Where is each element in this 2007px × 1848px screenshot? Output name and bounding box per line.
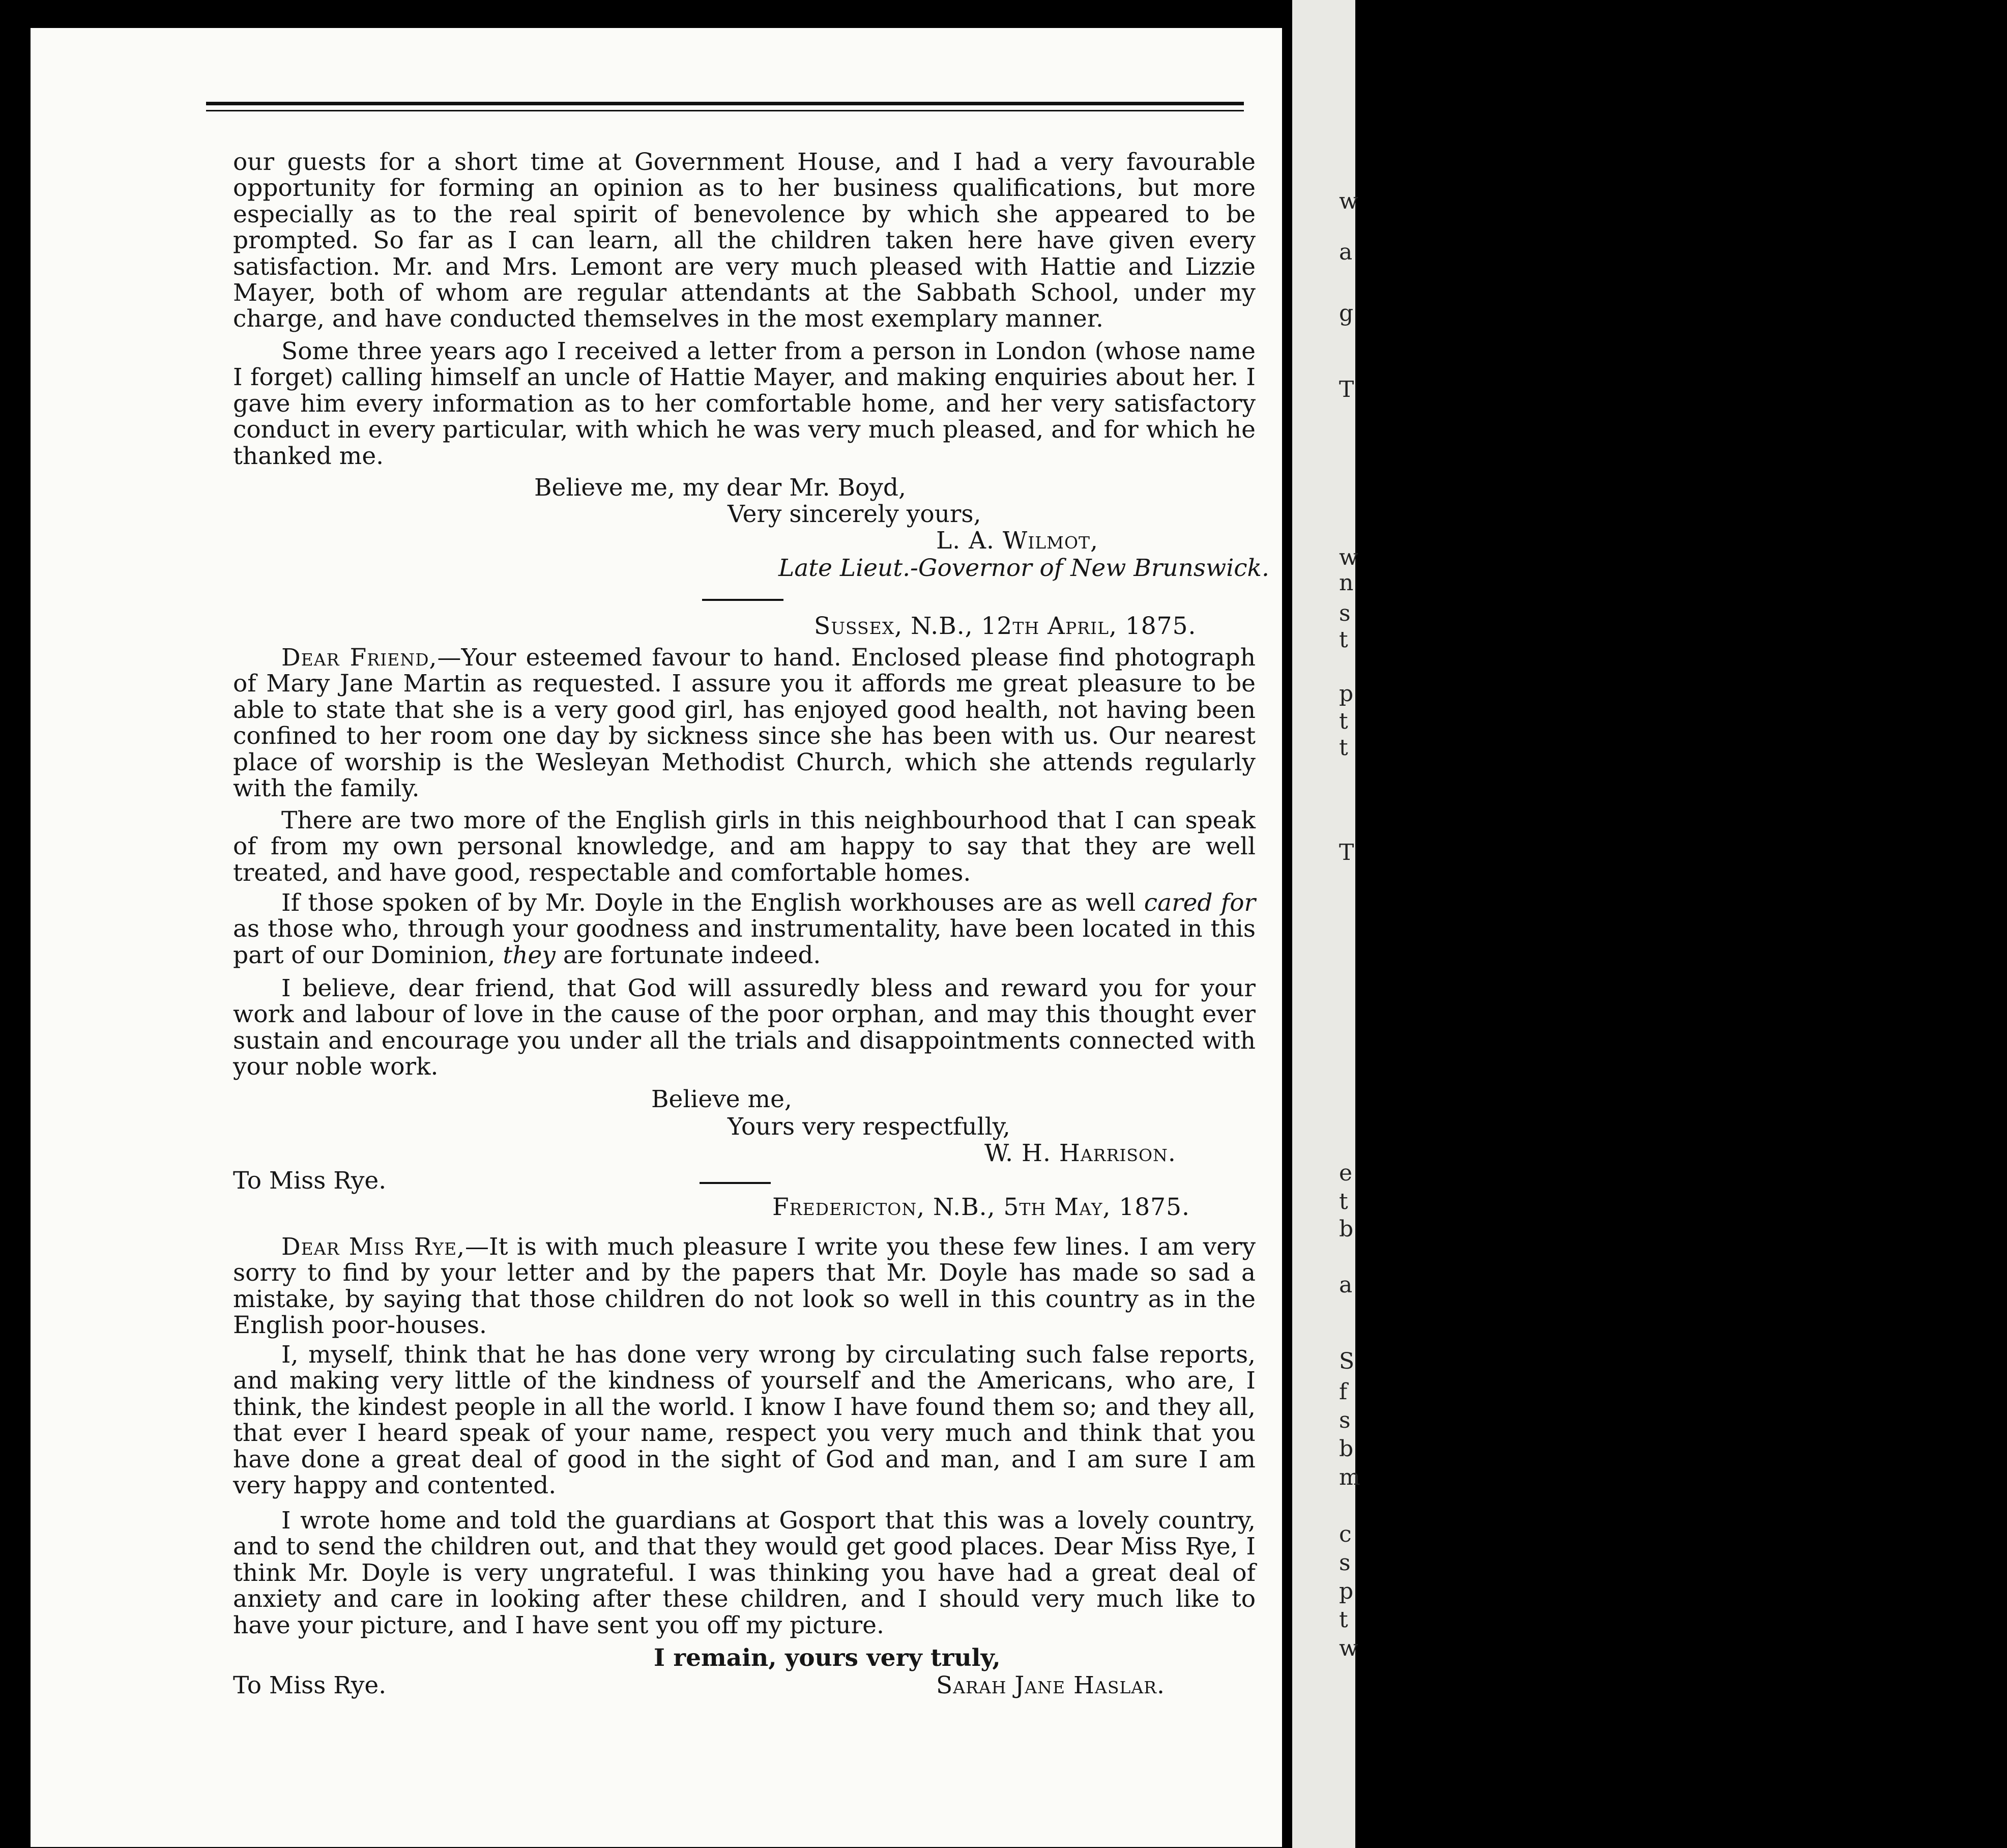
- margin-fragment: t: [1339, 1607, 1348, 1633]
- letter3-addressee: To Miss Rye.: [233, 1671, 387, 1699]
- letter2-closing-1: Believe me,: [651, 1085, 792, 1113]
- margin-fragment: m: [1339, 1464, 1360, 1490]
- letter1-paragraph-2: Some three years ago I received a letter from a person in London (whose name I forget) calling himself an uncle of Hattie Mayer, and making enquiries about her. I gave him every information as to her comfortable home, and her very satisfactory conduct in every particular, with which he was very much pleased, and for which he thanked me.: [233, 337, 1256, 470]
- letter2-addressee: To Miss Rye.: [233, 1167, 387, 1195]
- letter1-closing-2: Very sincerely yours,: [728, 500, 981, 528]
- margin-fragment: c: [1339, 1521, 1352, 1547]
- margin-fragment: n: [1339, 570, 1354, 596]
- margin-fragment: t: [1339, 735, 1348, 761]
- letter3-dateline: Fredericton, N.B., 5th May, 1875.: [772, 1193, 1190, 1221]
- margin-fragment: T: [1339, 840, 1354, 865]
- margin-fragment: b: [1339, 1436, 1354, 1462]
- letter2-dateline: Sussex, N.B., 12th April, 1875.: [814, 612, 1197, 640]
- margin-fragment: w: [1339, 188, 1358, 214]
- letter2-signature: W. H. Harrison.: [984, 1139, 1176, 1167]
- letter2-p3-part-c: as those who, through your goodness and instrumentality, have been located in this part of our Dominion,: [233, 915, 1256, 969]
- margin-fragment: w: [1339, 1635, 1358, 1661]
- letter3-paragraph-2: I, myself, think that he has done very wrong by circulating such false reports, and making very little of the kindness of yourself and the Americans, who are, I think, the kindest people in all the world. I know I have found them so; and they all, that ever I heard speak of your name, respect you very much and think that you have done a great deal of good in the sight of God and man, and I am sure I am very happy and contented.: [233, 1341, 1256, 1500]
- letter2-p3-emphasis-cared-for: cared for: [1144, 889, 1256, 917]
- letter3-signature: Sarah Jane Haslar.: [936, 1671, 1165, 1699]
- margin-fragment: T: [1339, 377, 1354, 402]
- margin-fragment: w: [1339, 544, 1358, 570]
- letter2-salutation: Dear Friend,: [281, 644, 438, 672]
- letter2-paragraph-4: I believe, dear friend, that God will assuredly bless and reward you for your work and labour of love in the cause of the poor orphan, and may this thought ever sustain and encourage you under all the trials and disappointments connected with your noble work.: [233, 974, 1256, 1081]
- letter3-paragraph-1: [233, 1234, 1256, 1339]
- letter1-paragraph-1: our guests for a short time at Government House, and I had a very favourable opportunity for forming an opinion as to her business qualifications, but more especially as to the real spirit of benevolence by which she appeared to be prompted. So far as I can learn, all the children taken here have given every satisfaction. Mr. and Mrs. Lemont are very much pleased with Hattie and Lizzie Mayer, both of whom are regular attendants at the Sabbath School, under my charge, and have conducted themselves in the most exemplary manner.: [233, 148, 1256, 333]
- letter1-signature: L. A. Wilmot,: [936, 527, 1098, 555]
- margin-fragment: b: [1339, 1216, 1354, 1242]
- margin-fragment: f: [1339, 1379, 1348, 1405]
- letter2-p3-part-a: If those spoken of by Mr. Doyle in the English workhouses are as well: [281, 889, 1144, 917]
- margin-fragment: t: [1339, 1189, 1348, 1215]
- letter3-closing: I remain, yours very truly,: [654, 1644, 1001, 1672]
- letter2-paragraph-1: [233, 645, 1256, 801]
- margin-fragment: g: [1339, 300, 1354, 326]
- margin-fragment: s: [1339, 1407, 1351, 1433]
- letter1-closing-1: Believe me, my dear Mr. Boyd,: [534, 474, 906, 502]
- margin-fragment: a: [1339, 1272, 1353, 1298]
- document-page: [31, 28, 1282, 1847]
- letter2-closing-2: Yours very respectfully,: [728, 1113, 1010, 1141]
- letter1-signature-title: Late Lieut.-Governor of New Brunswick.: [778, 554, 1269, 582]
- margin-fragment: t: [1339, 708, 1348, 734]
- letter3-salutation: Dear Miss Rye,: [281, 1233, 466, 1261]
- letter2-paragraph-1-text: —Your esteemed favour to hand. Enclosed please find photograph of Mary Jane Martin as requested. I assure you it affords me great pleasure to be able to state that she is a very good girl, has enjoyed good health, not having been confined to her room one day by sickness since she has been with us. Our nearest place of worship is the Wesleyan Methodist Church, which she attends regularly with the family.: [233, 644, 1256, 803]
- separator-rule: [702, 599, 783, 601]
- letter3-paragraph-3: I wrote home and told the guardians at Gosport that this was a lovely country, and to send the children out, and that they would get good places. Dear Miss Rye, I think Mr. Doyle is very ungrateful. I was thinking you have had a great deal of anxiety and care in looking after these children, and I should very much like to have your picture, and I have sent you off my picture.: [233, 1507, 1256, 1639]
- margin-fragment: p: [1339, 681, 1354, 707]
- margin-fragment: t: [1339, 627, 1348, 653]
- letter3-paragraph-1-text: —It is with much pleasure I write you these few lines. I am very sorry to find by your letter and by the papers that Mr. Doyle has made so sad a mistake, by saying that those children do not look so well in this country as in the English poor-houses.: [233, 1233, 1256, 1340]
- margin-fragment: S: [1339, 1348, 1355, 1374]
- margin-fragment: s: [1339, 600, 1351, 626]
- letter2-p3-emphasis-they: they: [503, 941, 556, 969]
- adjacent-page-edge: [1292, 0, 1360, 1848]
- letter2-paragraph-2: There are two more of the English girls in this neighbourhood that I can speak of from my own personal knowledge, and am happy to say that they are well treated, and have good, respectable and comfortable homes.: [233, 806, 1256, 887]
- separator-rule-2: [700, 1182, 771, 1184]
- margin-fragment: s: [1339, 1550, 1351, 1576]
- margin-fragment: p: [1339, 1578, 1354, 1604]
- letter2-paragraph-3: [233, 890, 1256, 968]
- top-double-rule: [206, 102, 1244, 111]
- margin-fragment: a: [1339, 239, 1353, 265]
- margin-fragment: e: [1339, 1160, 1353, 1186]
- letter2-p3-part-e: are fortunate indeed.: [555, 941, 821, 969]
